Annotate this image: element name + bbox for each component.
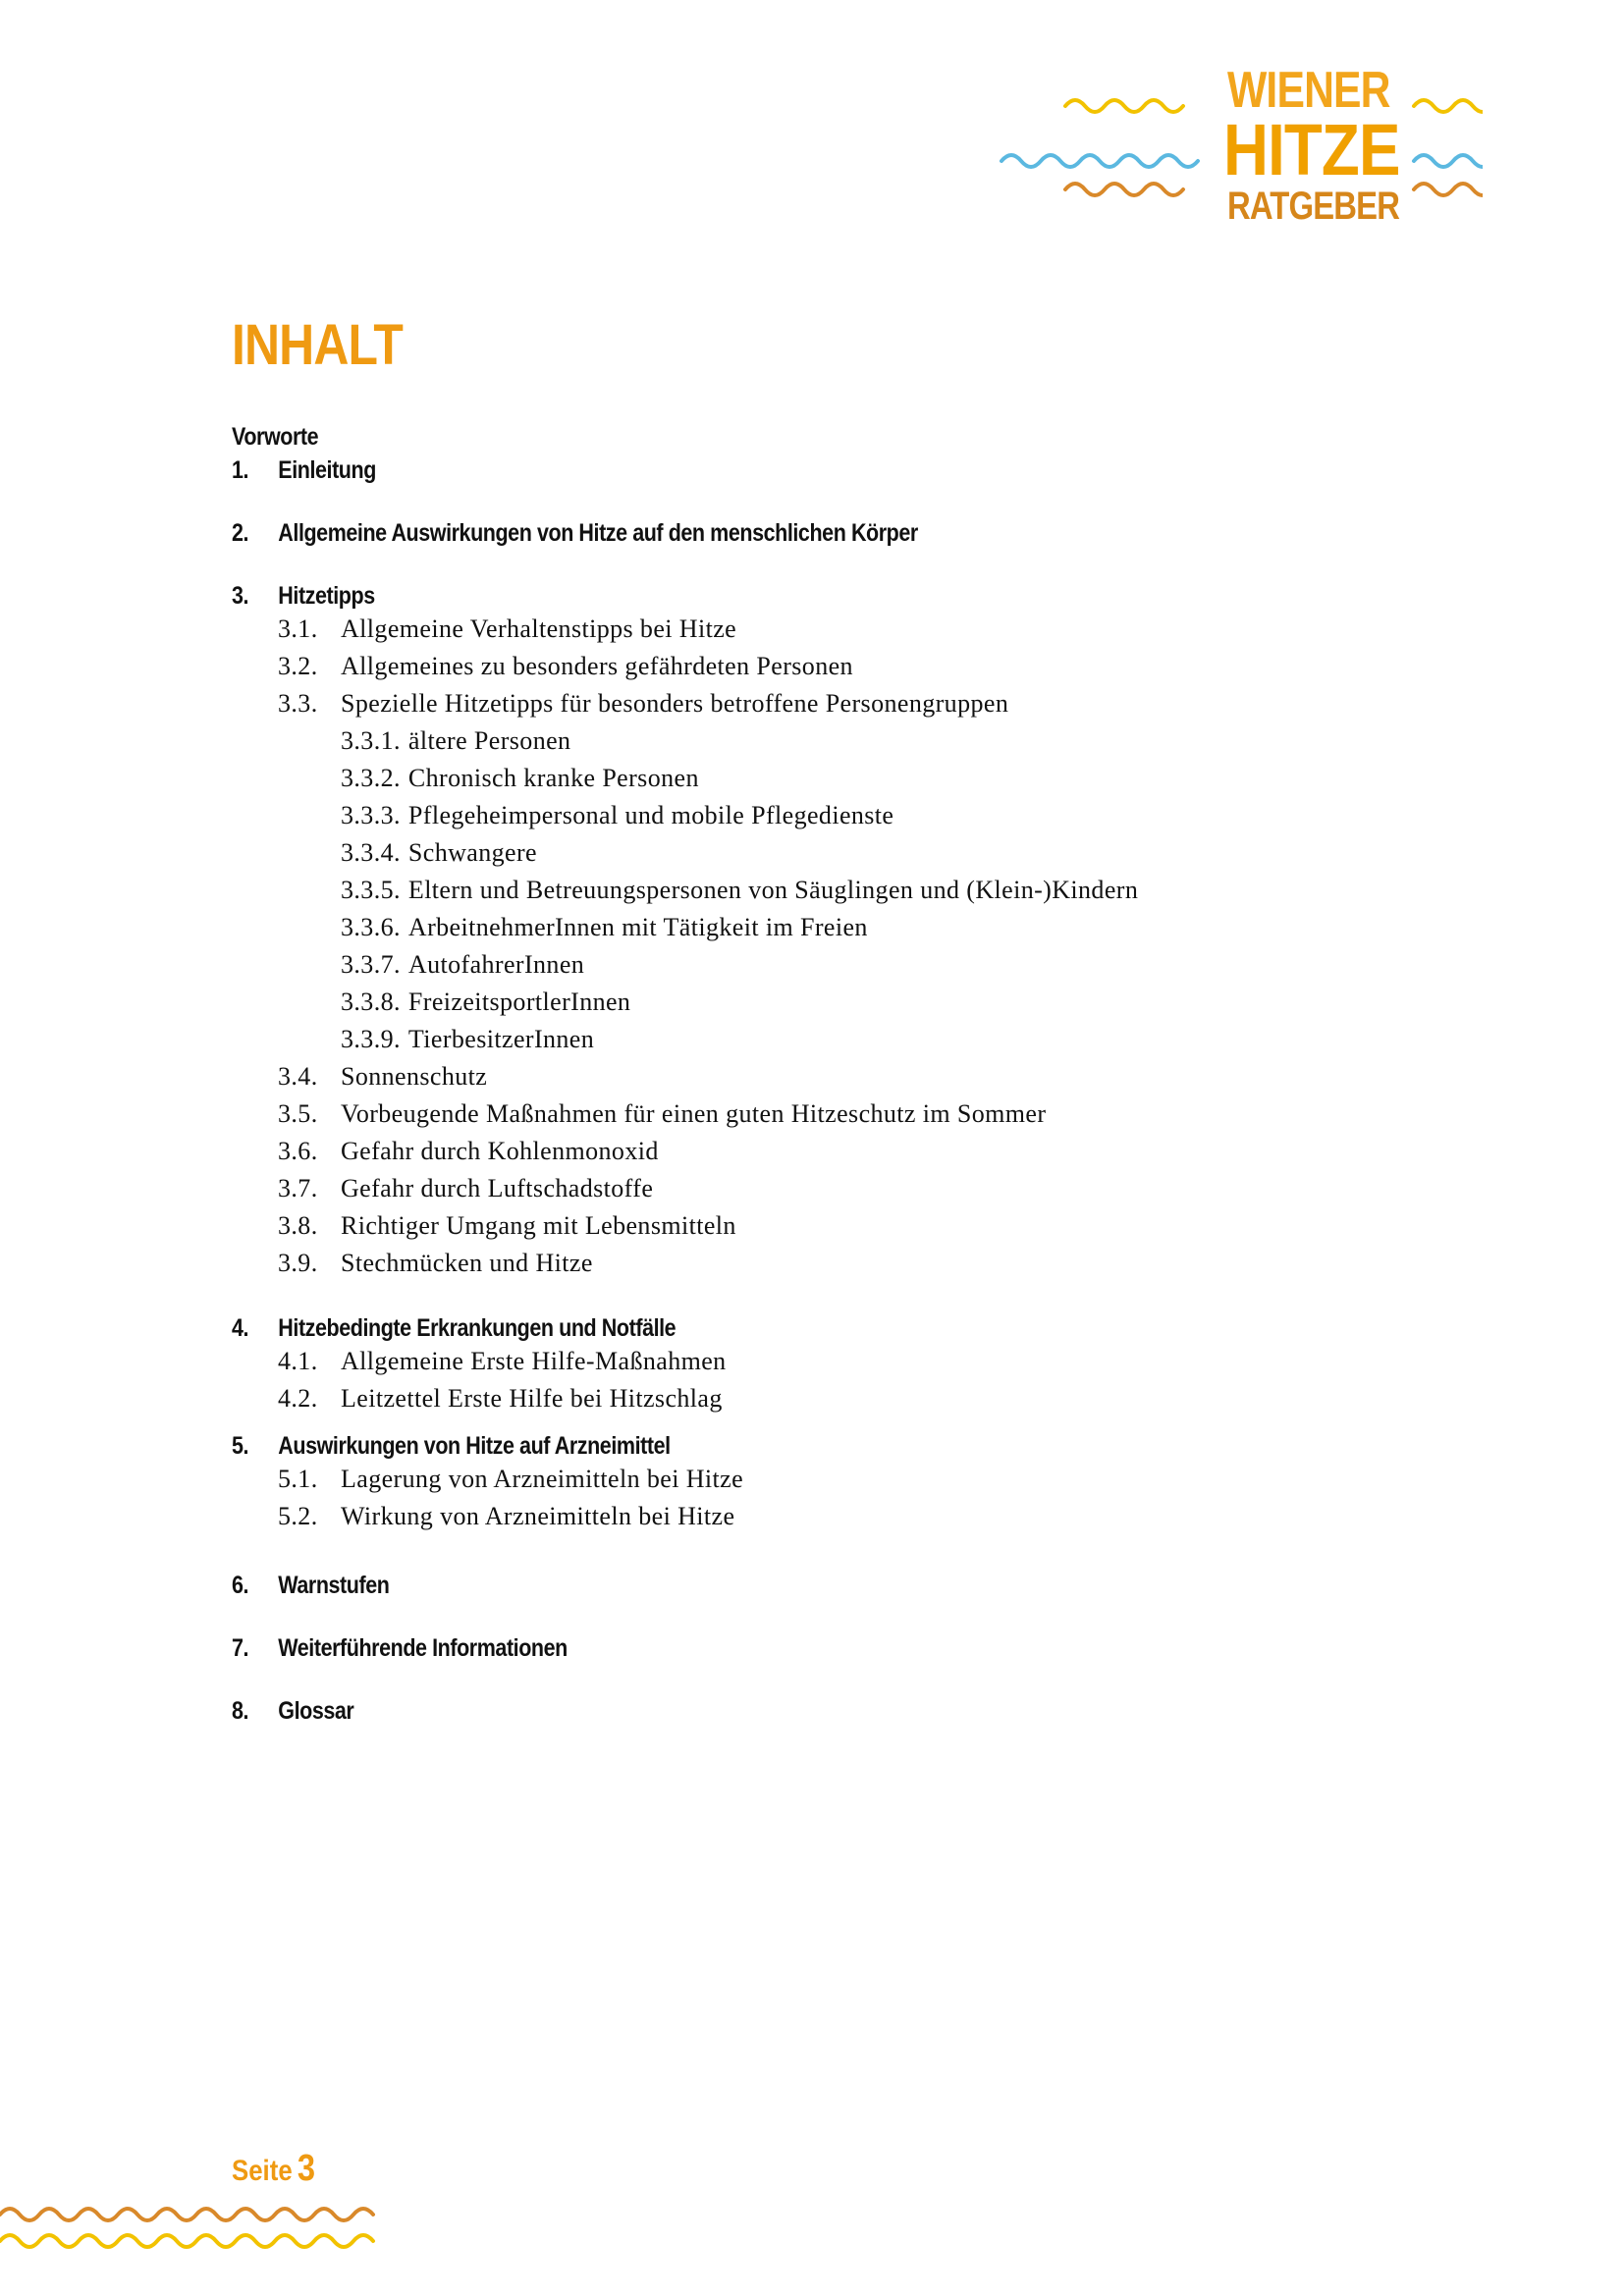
page-title: INHALT bbox=[232, 313, 404, 377]
toc-entry-number: 3.4. bbox=[278, 1062, 318, 1091]
toc-entry[interactable] bbox=[232, 834, 1459, 872]
toc-entry-title: Hitzetipps bbox=[278, 582, 375, 610]
toc-entry[interactable] bbox=[232, 1133, 1459, 1170]
toc-entry-number: 8. bbox=[232, 1697, 249, 1725]
toc-entry[interactable] bbox=[232, 722, 1459, 760]
toc-entry-title: Warnstufen bbox=[278, 1572, 390, 1599]
toc-entry-title: Einleitung bbox=[278, 456, 376, 484]
toc-entry-title: Chronisch kranke Personen bbox=[407, 764, 699, 792]
toc-entry[interactable] bbox=[232, 946, 1459, 984]
toc-entry-number: 3.8. bbox=[278, 1211, 318, 1240]
toc-entry[interactable] bbox=[232, 1170, 1459, 1207]
toc-entry-title: Allgemeine Erste Hilfe-Maßnahmen bbox=[341, 1347, 727, 1375]
toc-entry-title: Richtiger Umgang mit Lebensmitteln bbox=[341, 1211, 736, 1240]
toc-entry-number: 5. bbox=[232, 1432, 249, 1460]
toc-entry-title: Allgemeine Verhaltenstipps bei Hitze bbox=[341, 614, 737, 643]
toc-entry[interactable] bbox=[232, 1207, 1459, 1245]
toc-entry-number: 4. bbox=[232, 1314, 249, 1342]
toc-entry-number: 3.3.1. bbox=[341, 726, 401, 755]
toc-entry-number: 3.6. bbox=[278, 1137, 318, 1165]
toc-entry-title: Sonnenschutz bbox=[341, 1062, 488, 1091]
logo bbox=[992, 59, 1483, 236]
toc-entry[interactable] bbox=[232, 1313, 1287, 1343]
toc-entry-number: 3.3.6. bbox=[341, 913, 401, 941]
toc-entry-title: Pflegeheimpersonal und mobile Pflegedienste bbox=[407, 801, 894, 829]
toc-entry-number: 3.3. bbox=[278, 689, 318, 718]
toc-entry[interactable] bbox=[232, 648, 1459, 685]
toc-entry-title: TierbesitzerInnen bbox=[407, 1025, 595, 1053]
footer-wave-yellow bbox=[0, 2235, 373, 2247]
toc-entry[interactable] bbox=[232, 909, 1459, 946]
toc-entry[interactable] bbox=[232, 872, 1459, 909]
toc-entry-number: 3.9. bbox=[278, 1249, 318, 1277]
toc-entry[interactable] bbox=[232, 1343, 1459, 1380]
toc-entry-title: Allgemeines zu besonders gefährdeten Personen bbox=[341, 652, 853, 680]
wave-blue-left bbox=[1001, 155, 1198, 167]
toc-entry[interactable] bbox=[232, 455, 1287, 485]
toc-entry-number: 5.2. bbox=[278, 1502, 318, 1530]
toc-entry-number: 3.2. bbox=[278, 652, 318, 680]
toc-entry-title: Gefahr durch Luftschadstoffe bbox=[341, 1174, 654, 1202]
toc-entry-title: Vorworte bbox=[232, 423, 319, 451]
toc-entry[interactable] bbox=[232, 685, 1459, 722]
toc-entry-number: 3.3.9. bbox=[341, 1025, 401, 1053]
toc-entry-title: Hitzebedingte Erkrankungen und Notfälle bbox=[278, 1314, 677, 1342]
toc-entry[interactable] bbox=[232, 797, 1459, 834]
logo-wordmark bbox=[1210, 59, 1406, 226]
logo-line-hitze: HITZE bbox=[1223, 109, 1400, 190]
footer-waves-graphic bbox=[0, 2197, 393, 2256]
footer-wave-brown bbox=[0, 2209, 373, 2220]
toc-entry-title: Spezielle Hitzetipps für besonders betroffene Personengruppen bbox=[341, 689, 1009, 718]
toc-entry[interactable] bbox=[232, 422, 1287, 452]
table-of-contents bbox=[232, 422, 1459, 1726]
toc-entry-number: 3.3.2. bbox=[341, 764, 401, 792]
page-label: Seite bbox=[232, 2155, 293, 2187]
toc-entry[interactable] bbox=[232, 581, 1287, 611]
toc-entry[interactable] bbox=[232, 1380, 1459, 1417]
toc-entry-title: Auswirkungen von Hitze auf Arzneimittel bbox=[278, 1432, 671, 1460]
toc-entry-title: ArbeitnehmerInnen mit Tätigkeit im Freien bbox=[407, 913, 868, 941]
wave-brown-left bbox=[1065, 184, 1183, 195]
toc-entry-title: Schwangere bbox=[407, 838, 537, 867]
wave-yellow-right bbox=[1414, 100, 1483, 112]
page-number bbox=[232, 2148, 315, 2190]
logo-line-wiener: WIENER bbox=[1227, 62, 1390, 119]
toc-entry-title: AutofahrerInnen bbox=[407, 950, 585, 979]
toc-entry-number: 3.3.5. bbox=[341, 876, 401, 904]
toc-entry[interactable] bbox=[232, 984, 1459, 1021]
toc-entry-number: 3.7. bbox=[278, 1174, 318, 1202]
toc-entry-number: 2. bbox=[232, 519, 249, 547]
toc-entry-title: Weiterführende Informationen bbox=[278, 1634, 568, 1662]
toc-entry-number: 3. bbox=[232, 582, 249, 610]
page-number-value: 3 bbox=[297, 2148, 316, 2189]
wave-blue-right bbox=[1414, 155, 1483, 167]
toc-entry[interactable] bbox=[232, 611, 1459, 648]
toc-entry-title: Lagerung von Arzneimitteln bei Hitze bbox=[341, 1465, 744, 1493]
wave-yellow-left bbox=[1065, 100, 1183, 112]
toc-entry[interactable] bbox=[232, 1058, 1459, 1095]
toc-entry[interactable] bbox=[232, 1431, 1287, 1461]
toc-entry-number: 3.3.4. bbox=[341, 838, 401, 867]
toc-entry-title: Leitzettel Erste Hilfe bei Hitzschlag bbox=[341, 1384, 723, 1413]
toc-entry-title: Eltern und Betreuungspersonen von Säuglingen und (Klein-)Kindern bbox=[407, 876, 1139, 904]
wave-brown-right bbox=[1414, 184, 1483, 195]
toc-entry[interactable] bbox=[232, 1461, 1459, 1498]
toc-entry-number: 4.1. bbox=[278, 1347, 318, 1375]
toc-entry-title: Wirkung von Arzneimitteln bei Hitze bbox=[341, 1502, 735, 1530]
toc-entry-number: 7. bbox=[232, 1634, 249, 1662]
toc-entry-title: Allgemeine Auswirkungen von Hitze auf den menschlichen Körper bbox=[278, 519, 918, 547]
toc-entry-number: 1. bbox=[232, 456, 249, 484]
toc-entry[interactable] bbox=[232, 1021, 1459, 1058]
toc-entry[interactable] bbox=[232, 1633, 1287, 1663]
toc-entry-title: Stechmücken und Hitze bbox=[341, 1249, 593, 1277]
toc-entry-number: 6. bbox=[232, 1572, 249, 1599]
toc-entry-title: Vorbeugende Maßnahmen für einen guten Hitzeschutz im Sommer bbox=[341, 1099, 1047, 1128]
toc-entry-number: 3.3.7. bbox=[341, 950, 401, 979]
toc-entry[interactable] bbox=[232, 1696, 1287, 1726]
toc-entry-number: 5.1. bbox=[278, 1465, 318, 1493]
toc-entry[interactable] bbox=[232, 518, 1287, 548]
toc-entry-title: FreizeitsportlerInnen bbox=[407, 988, 631, 1016]
toc-entry-title: Gefahr durch Kohlenmonoxid bbox=[341, 1137, 659, 1165]
toc-entry[interactable] bbox=[232, 1245, 1459, 1282]
toc-entry[interactable] bbox=[232, 1498, 1459, 1535]
toc-entry-number: 3.5. bbox=[278, 1099, 318, 1128]
logo-line-ratgeber: RATGEBER bbox=[1227, 185, 1400, 228]
toc-entry[interactable] bbox=[232, 1571, 1287, 1600]
toc-entry-number: 3.3.8. bbox=[341, 988, 401, 1016]
toc-entry-number: 4.2. bbox=[278, 1384, 318, 1413]
toc-entry-title: Glossar bbox=[278, 1697, 354, 1725]
toc-entry[interactable] bbox=[232, 760, 1459, 797]
toc-entry-number: 3.1. bbox=[278, 614, 318, 643]
toc-entry[interactable] bbox=[232, 1095, 1459, 1133]
toc-entry-title: ältere Personen bbox=[407, 726, 571, 755]
toc-entry-number: 3.3.3. bbox=[341, 801, 401, 829]
